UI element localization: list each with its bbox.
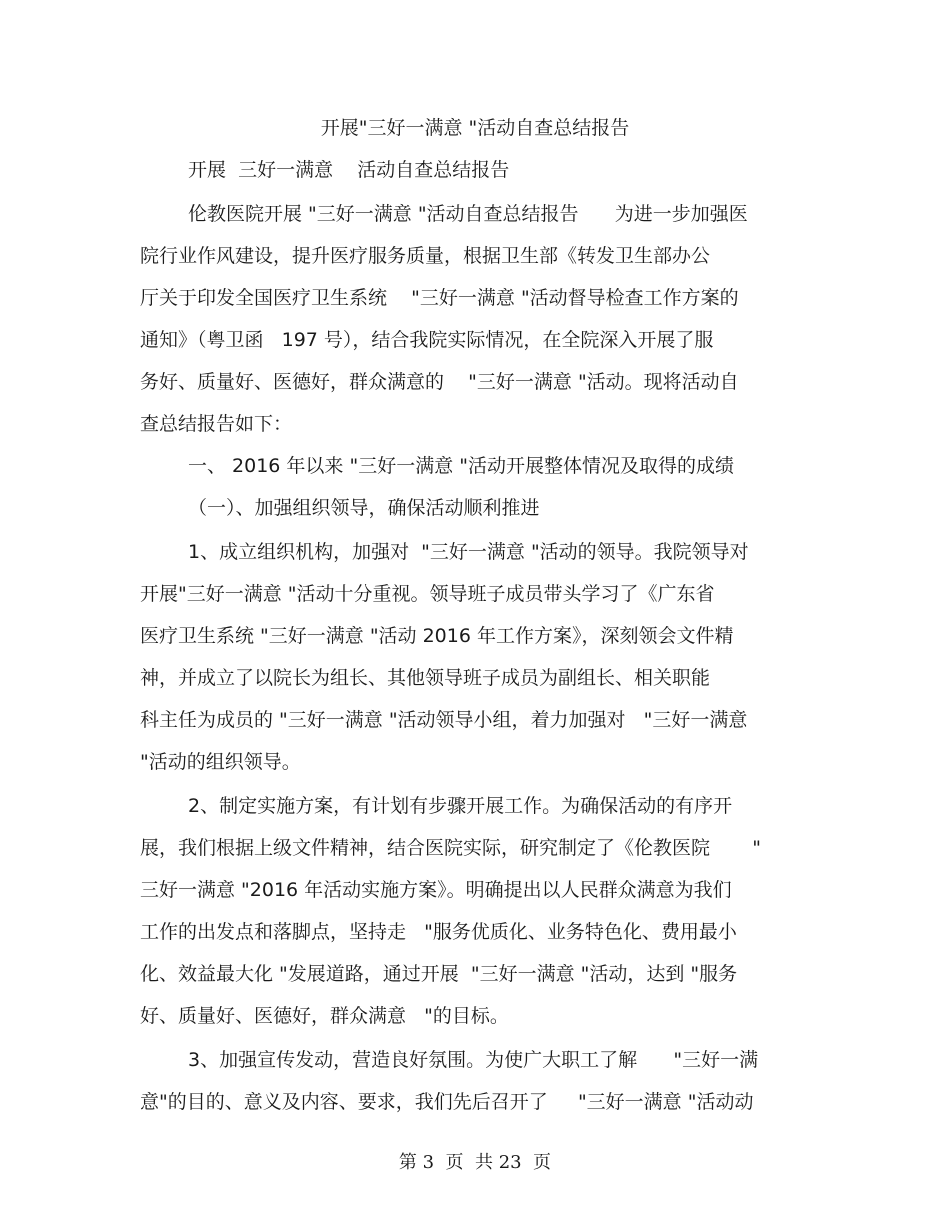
paragraph-line: 查总结报告如下： [140,413,293,435]
paragraph-line: （一）、加强组织领导，确保活动顺利推进 [188,497,540,519]
paragraph-line: 展，我们根据上级文件精神，结合医院实际，研究制定了《伦教医院 " [140,837,762,859]
paragraph-line: 开展 三好一满意 活动自查总结报告 [188,159,510,181]
paragraph-line: 化、效益最大化 "发展道路，通过开展 "三好一满意 "活动，达到 "服务 [140,963,738,985]
paragraph-line: 好、质量好、医德好，群众满意 "的目标。 [140,1005,509,1027]
paragraph-line: 开展"三好一满意 "活动十分重视。领导班子成员带头学习了《广东省 [140,583,715,605]
paragraph-line: 一、 2016 年以来 "三好一满意 "活动开展整体情况及取得的成绩 [188,455,734,477]
paragraph-line: 通知》（粤卫函 197 号），结合我院实际情况，在全院深入开展了服 [140,329,714,351]
document-title: 开展"三好一满意 "活动自查总结报告 [320,117,630,139]
page-footer: 第 3 页 共 23 页 [398,1152,552,1173]
paragraph-line: 三好一满意 "2016 年活动实施方案》。明确提出以人民群众满意为我们 [140,879,732,901]
paragraph-line: 务好、质量好、医德好，群众满意的 "三好一满意 "活动。现将活动自 [140,371,739,393]
paragraph-line: 院行业作风建设，提升医疗服务质量，根据卫生部《转发卫生部办公 [140,245,711,267]
paragraph-line: 厅关于印发全国医疗卫生系统 "三好一满意 "活动督导检查工作方案的 [140,287,739,309]
paragraph-line: 意"的目的、意义及内容、要求，我们先后召开了 "三好一满意 "活动动 [140,1091,754,1113]
paragraph-line: 伦教医院开展 "三好一满意 "活动自查总结报告 为进一步加强医 [188,203,748,225]
paragraph-line: 医疗卫生系统 "三好一满意 "活动 2016 年工作方案》，深刻领会文件精 [140,625,734,647]
paragraph-line: "活动的组织领导。 [140,751,301,773]
paragraph-line: 3、加强宣传发动，营造良好氛围。为使广大职工了解 "三好一满 [188,1049,759,1071]
paragraph-line: 工作的出发点和落脚点，坚持走 "服务优质化、业务特色化、费用最小 [140,921,737,943]
paragraph-line: 神，并成立了以院长为组长、其他领导班子成员为副组长、相关职能 [140,667,711,689]
paragraph-line: 2、制定实施方案，有计划有步骤开展工作。为确保活动的有序开 [188,795,733,817]
paragraph-line: 科主任为成员的 "三好一满意 "活动领导小组，着力加强对 "三好一满意 [140,709,748,731]
paragraph-line: 1、成立组织机构，加强对 "三好一满意 "活动的领导。我院领导对 [188,541,749,563]
